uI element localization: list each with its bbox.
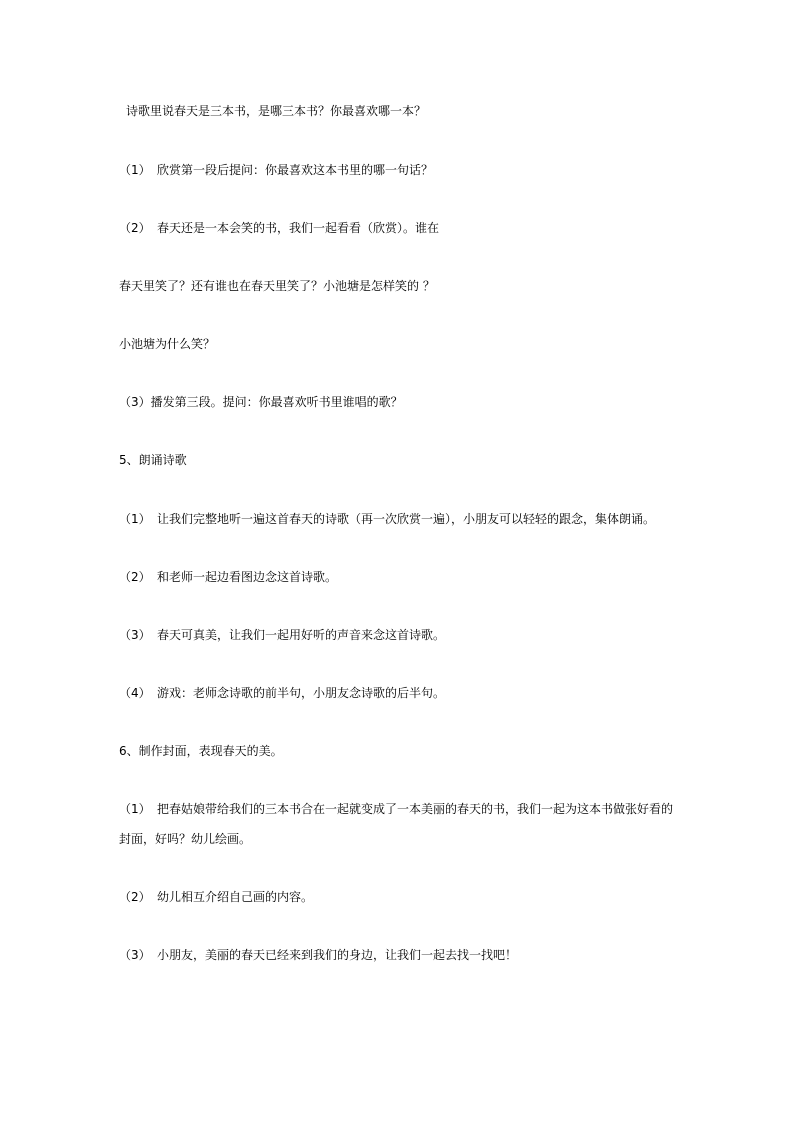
question-text: 诗歌里说春天是三本书，是哪三本书？你最喜欢哪一本？ (126, 104, 427, 118)
step-number: （3） (119, 395, 151, 409)
step-text: 春天可真美，让我们一起用好听的声音来念这首诗歌。 (157, 628, 446, 642)
step-number: （3） (119, 948, 151, 962)
step-line (119, 394, 403, 410)
step-line (119, 627, 445, 643)
step-line (119, 801, 673, 817)
step-line (119, 569, 337, 585)
step-number: （2） (119, 570, 151, 584)
step-number: （3） (119, 628, 151, 642)
step-text: 播发第三段。提问：你最喜欢听书里谁唱的歌？ (150, 395, 403, 409)
step-line (119, 162, 433, 178)
paragraph-text: 春天里笑了？还有谁也在春天里笑了？小池塘是怎样笑的 ？ (119, 279, 435, 293)
step-text: 和老师一起边看图边念这首诗歌。 (157, 570, 338, 584)
step-text: 春天还是一本会笑的书，我们一起看看（欣赏）。谁在 (157, 221, 440, 235)
step-text: 小朋友，美丽的春天已经来到我们的身边，让我们一起去找一找吧！ (157, 948, 518, 962)
step-text: 游戏：老师念诗歌的前半句，小朋友念诗歌的后半句。 (157, 686, 446, 700)
step-number: （2） (119, 221, 151, 235)
paragraph-line (119, 336, 215, 352)
section-heading (119, 743, 283, 759)
step-number: （4） (119, 686, 151, 700)
section-heading (119, 452, 187, 468)
section-heading-text: 5、朗诵诗歌 (119, 453, 187, 467)
step-number: （1） (119, 802, 151, 816)
paragraph-line (119, 278, 435, 294)
step-line (119, 511, 655, 527)
step-line (119, 685, 445, 701)
step-line (119, 220, 439, 236)
step-number: （1） (119, 163, 151, 177)
section-heading-text: 6、制作封面，表现春天的美。 (119, 744, 283, 758)
step-text: 把春姑娘带给我们的三本书合在一起就变成了一本美丽的春天的书，我们一起为这本书做张好看的 (157, 802, 674, 816)
step-line (119, 947, 517, 963)
step-text: 欣赏第一段后提问：你最喜欢这本书里的哪一句话？ (157, 163, 434, 177)
step-text: 让我们完整地听一遍这首春天的诗歌（再一次欣赏一遍），小朋友可以轻轻的跟念，集体朗诵。 (157, 512, 656, 526)
step-number: （2） (119, 890, 151, 904)
paragraph-text: 封面，好吗？幼儿绘画。 (119, 832, 252, 846)
step-number: （1） (119, 512, 151, 526)
step-line (119, 889, 313, 905)
paragraph-line (119, 831, 251, 847)
question-line (126, 103, 426, 119)
step-text: 幼儿相互介绍自己画的内容。 (157, 890, 314, 904)
paragraph-text: 小池塘为什么笑？ (119, 337, 216, 351)
